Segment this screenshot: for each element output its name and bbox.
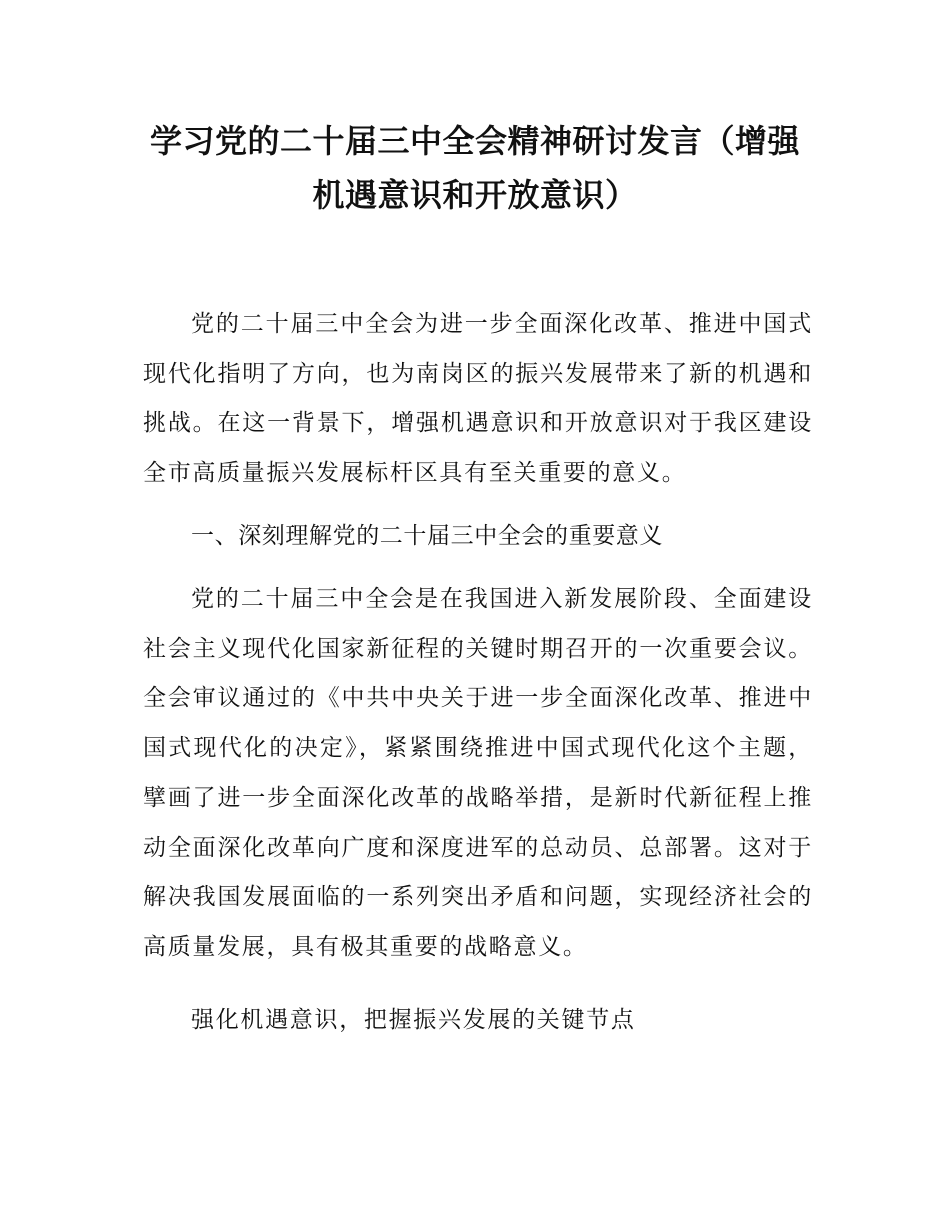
section-body-paragraph: 党的二十届三中全会是在我国进入新发展阶段、全面建设社会主义现代化国家新征程的关键时期召开的一次重要会议。全会审议通过的《中共中央关于进一步全面深化改革、推进中国式现代化的决定》，紧紧围绕推进中国式现代化这个主题，擘画了进一步全面深化改革的战略举措，是新时代新征程上推动全面深化改革向广度和深度进军的总动员、总部署。这对于解决我国发展面临的一系列突出矛盾和问题，实现经济社会的高质量发展，具有极其重要的战略意义。 (143, 586, 813, 960)
intro-paragraph: 党的二十届三中全会为进一步全面深化改革、推进中国式现代化指明了方向，也为南岗区的振兴发展带来了新的机遇和挑战。在这一背景下，增强机遇意识和开放意识对于我区建设全市高质量振兴发展标杆区具有至关重要的意义。 (143, 311, 813, 487)
subsection-lead-paragraph: 强化机遇意识，把握振兴发展的关键节点 (191, 1007, 636, 1033)
document-title: 学习党的二十届三中全会精神研讨发言（增强机遇意识和开放意识） (149, 122, 800, 214)
section-heading: 一、深刻理解党的二十届三中全会的重要意义 (191, 523, 663, 549)
